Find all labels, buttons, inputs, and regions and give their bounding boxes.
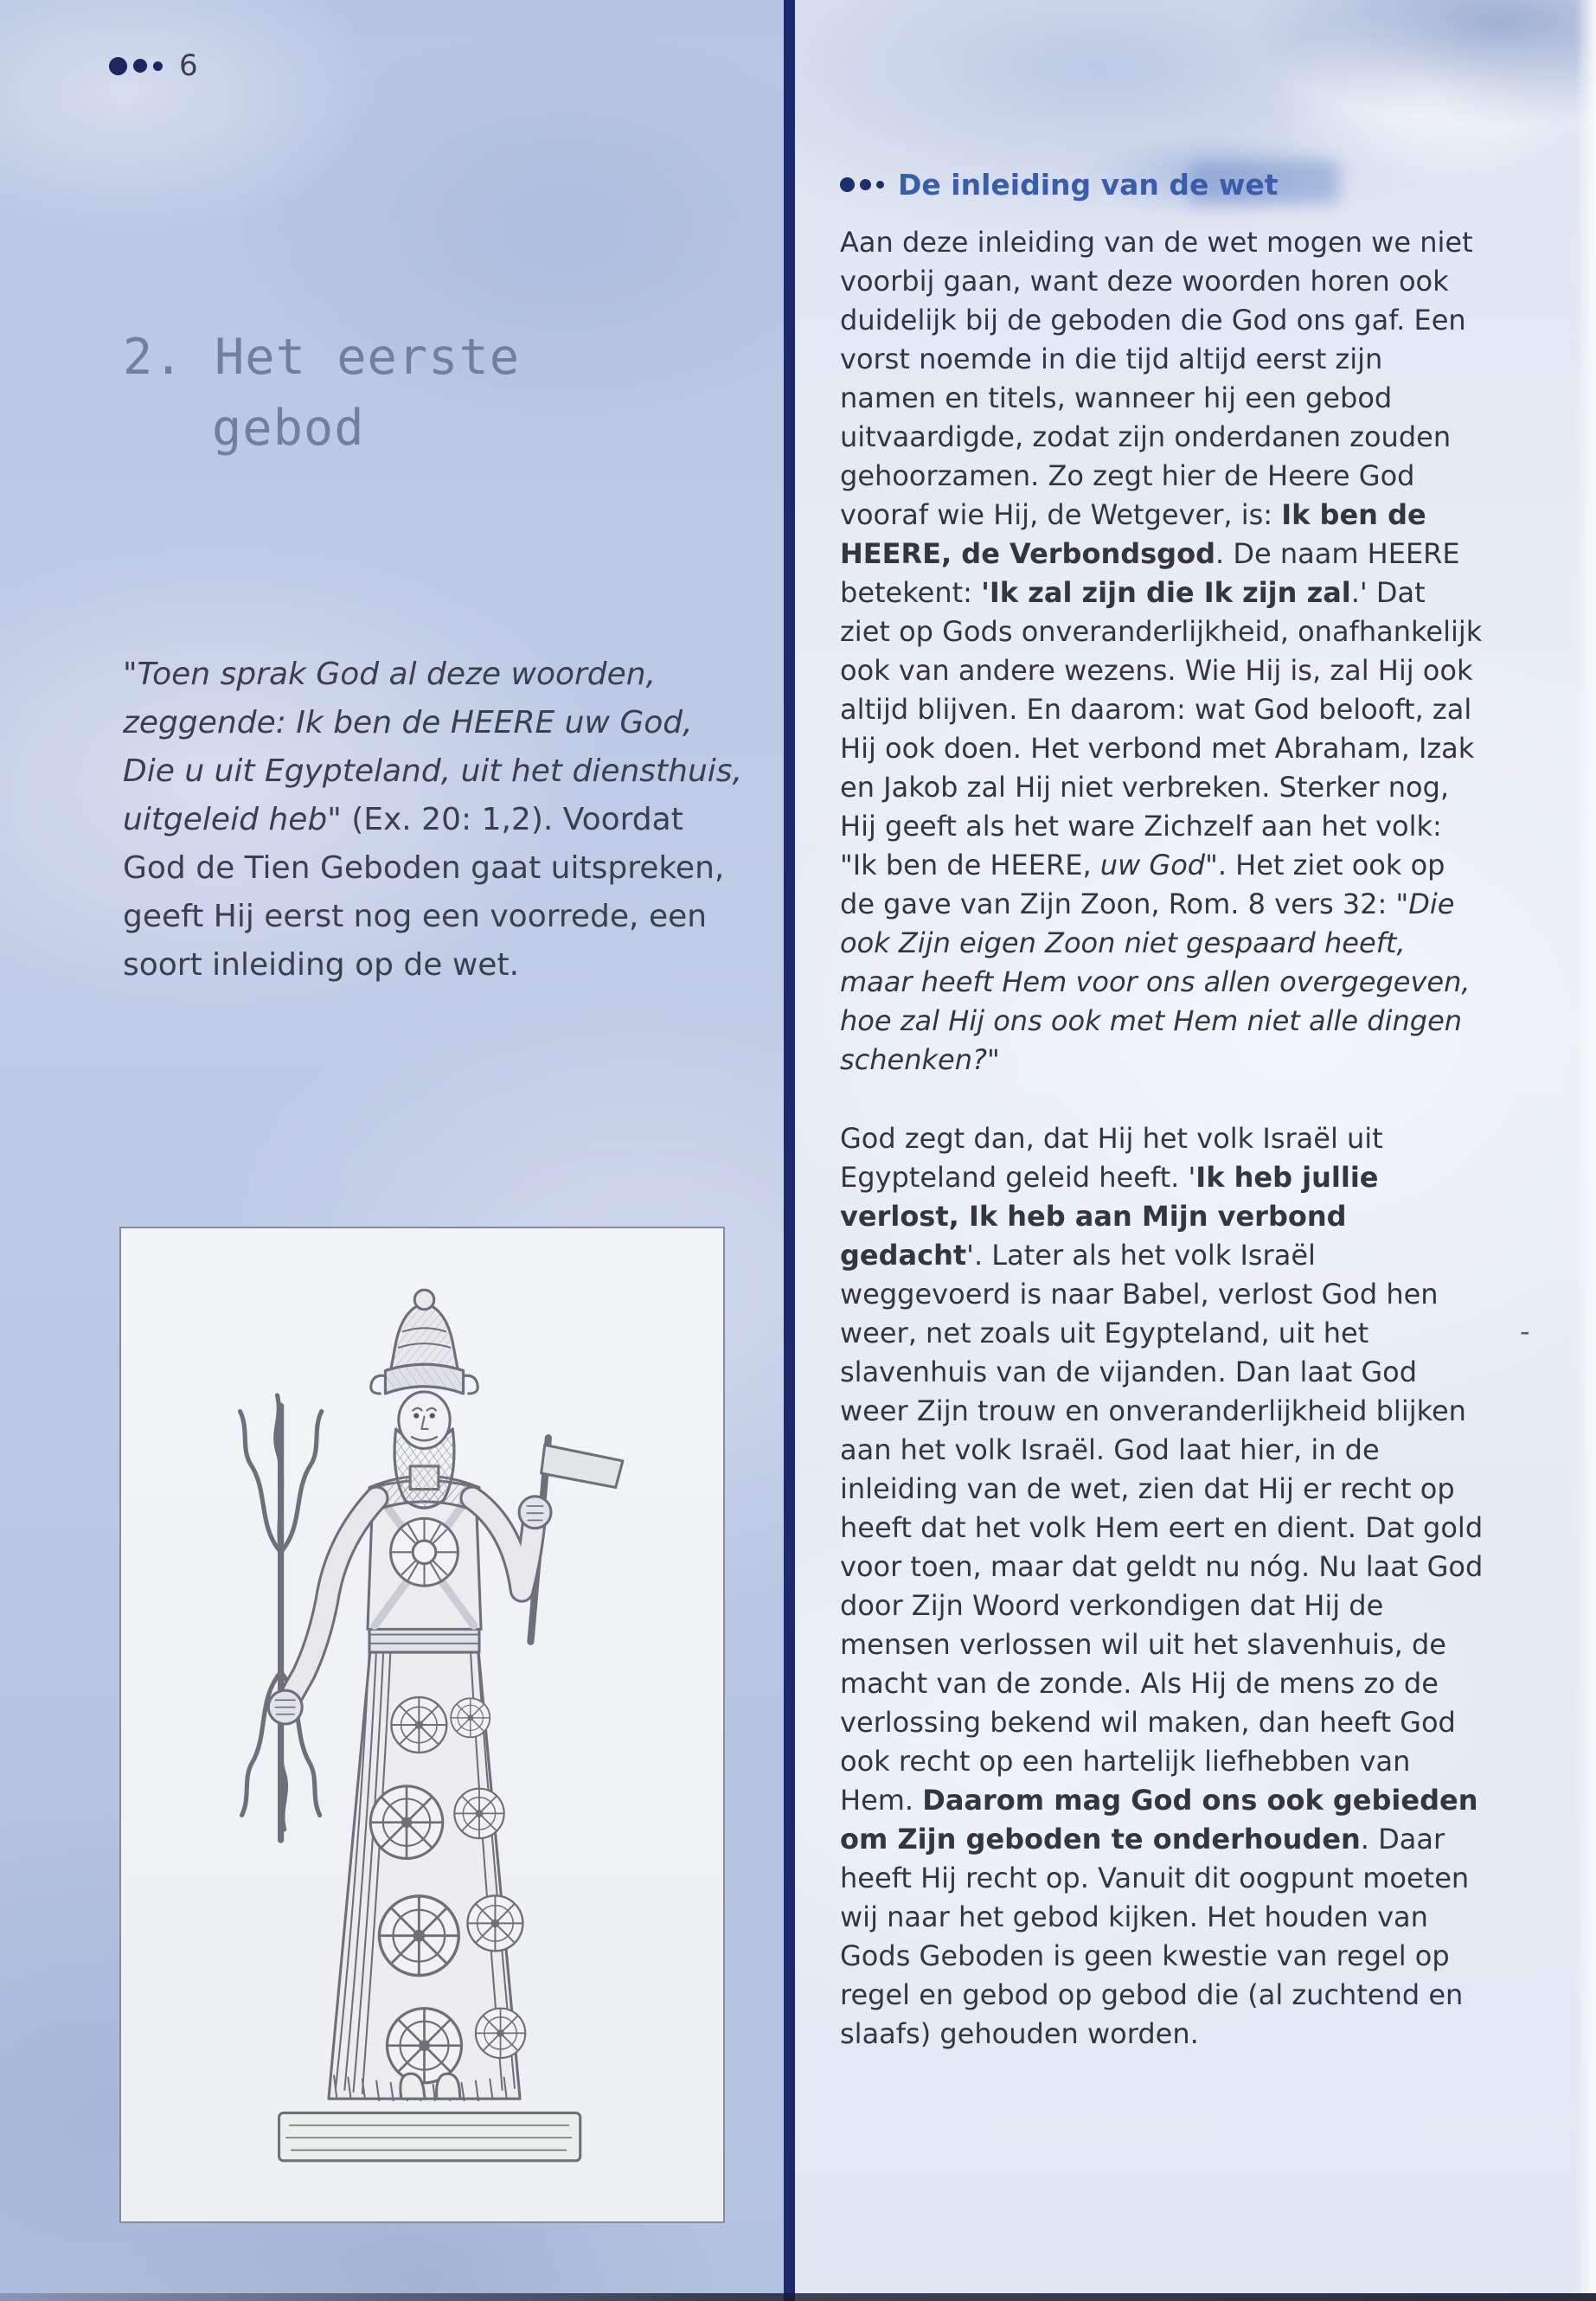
section-heading: De inleiding van de wet [898, 168, 1279, 202]
trident-icon [240, 1395, 321, 1840]
page-number-block [109, 48, 198, 83]
bullet-dot-icon [153, 61, 163, 71]
scan-bottom-edge [0, 2293, 1596, 2301]
bullet-dot-icon [109, 57, 127, 75]
illustration-frame [119, 1227, 725, 2223]
assyrian-statue-illustration [148, 1247, 697, 2203]
right-column [795, 0, 1596, 2301]
bullet-dot-icon [133, 59, 147, 73]
scan-right-edge [1575, 0, 1596, 2301]
scripture-quote: "Toen sprak God al deze woorden, zeggende: Ik ben de HEERE uw God, Die u uit Egypteland, uit het diensthuis, uitgeleid heb" (Ex. 20: 1,2). Voordat God de Tien Geboden gaat uitspreken, geeft Hij eerst nog een voorrede, een soort inleiding op de wet. [123, 657, 743, 983]
chapter-title-line2: gebod [211, 400, 365, 457]
paragraph: God zegt dan, dat Hij het volk Israël uit Egypteland geleid heeft. 'Ik heb jullie verlost, Ik heb aan Mijn verbond gedacht'. Later als het volk Israël weggevoerd is naar Babel, verlost God hen weer, net zoals uit Egypteland, uit het slavenhuis van de vijanden. Dan laat God weer Zijn trouw en onveranderlijkheid blijken aan het volk Israël. God laat hier, in de inleiding van de wet, zien dat Hij er recht op heeft dat het volk Hem eert en dient. Dat gold voor toen, maar dat geldt nu nóg. Nu laat God door Zijn Woord verkondigen dat Hij de mensen verlossen wil uit het slavenhuis, de macht van de zonde. Als Hij de mens zo de verlossing bekend wil maken, dan heeft God ook recht op een hartelijk liefhebben van Hem. Daarom mag God ons ook gebieden om Zijn geboden te onderhouden. Daar heeft Hij recht op. Vanuit dit oogpunt moeten wij naar het gebod kijken. Het houden van Gods Geboden is geen kwestie van regel op regel en gebod op gebod die (al zuchtend en slaafs) gehouden worden. [840, 1122, 1484, 2050]
page-number: 6 [179, 48, 198, 83]
bullet-dot-icon [876, 181, 884, 189]
body-text [840, 223, 1484, 2093]
column-divider [784, 0, 795, 2301]
bullet-dot-icon [840, 177, 855, 192]
bullet-dot-icon [860, 179, 871, 190]
paragraph: Aan deze inleiding van de wet mogen we niet voorbij gaan, want deze woorden horen ook duidelijk bij de geboden die God ons gaf. Een vorst noemde in die tijd altijd eerst zijn namen en titels, wanneer hij een gebod uitvaardigde, zodat zijn onderdanen zouden gehoorzamen. Zo zegt hier de Heere God vooraf wie Hij, de Wetgever, is: Ik ben de HEERE, de Verbondsgod. De naam HEERE betekent: 'Ik zal zijn die Ik zijn zal.' Dat ziet op Gods onveranderlijkheid, onafhankelijk ook van andere wezens. Wie Hij is, zal Hij ook altijd blijven. En daarom: wat God belooft, zal Hij ook doen. Het verbond met Abraham, Izak en Jakob zal Hij niet verbreken. Sterker nog, Hij geeft als het ware Zichzelf aan het volk: "Ik ben de HEERE, uw God". Het ziet ook op de gave van Zijn Zoon, Rom. 8 vers 32: "Die ook Zijn eigen Zoon niet gespaard heeft, maar heeft Hem voor ons allen overgegeven, hoe zal Hij ons ook met Hem niet alle dingen schenken?" [840, 226, 1483, 1076]
margin-dash-mark: - [1520, 1315, 1530, 1348]
section-heading-row [840, 168, 1279, 202]
chapter-title [123, 322, 520, 464]
left-column [0, 0, 784, 2301]
chapter-title-line1: 2. Het eerste [123, 329, 521, 386]
axe-icon [530, 1438, 623, 1642]
